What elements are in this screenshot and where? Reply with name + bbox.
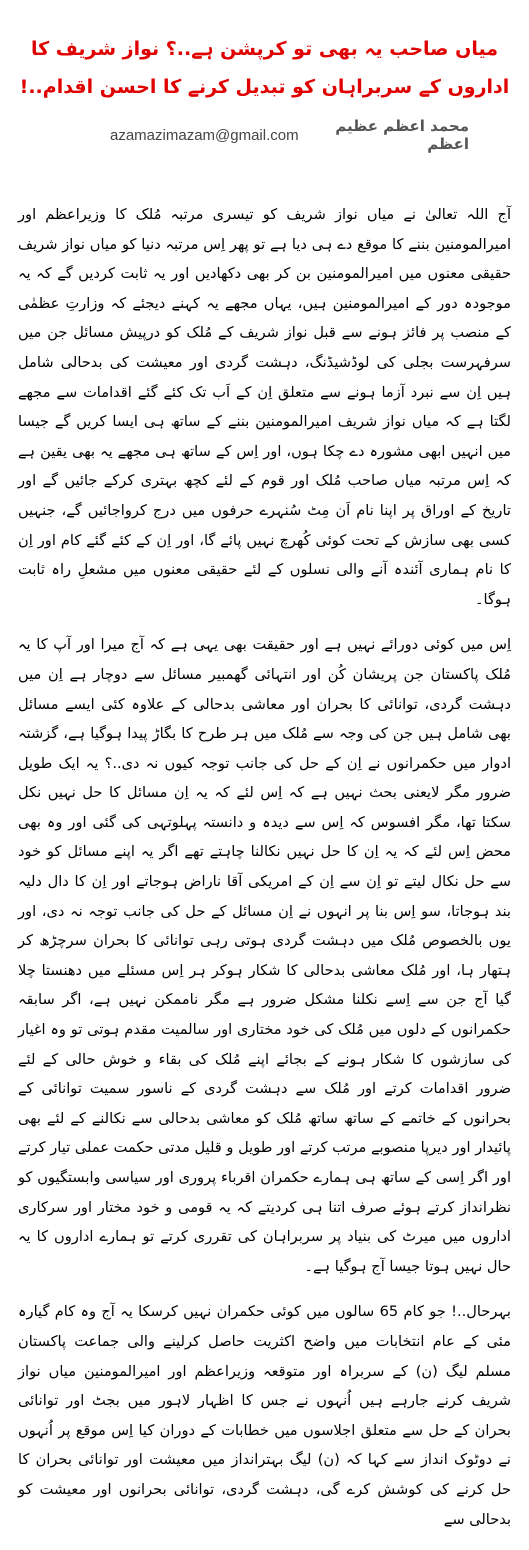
article-paragraph: بہرحال..! جو کام 65 سالوں میں کوئی حکمران نہیں کرسکا یہ آج وہ کام گیارہ مئی کے عام انتخابات میں واضح اکثریت حاصل کرلینے والی جماعت پاکستان مسلم لیگ (ن) کے سربراہ اور متوقعہ وزیراعظم اور امیرالمومنین میاں نواز شریف کرنے جارہے ہیں اُنہوں نے جس کا اظہار لاہور میں بجٹ اور توانائی بحران کے حل سے متعلق اجلاسوں میں خطابات کے دوران کیا اِس موقع پر اُنہوں نے دوٹوک انداز سے کہا کہ (ن) لیگ بہترانداز میں معیشت اور توانائی بحران کا حل کرنے کی کوشش کرے گی، دہشت گردی، توانائی بحرانوں اور معیشت کو بدحالی سے bbox=[18, 1303, 511, 1528]
article-paragraph: اِس میں کوئی دورائے نہیں ہے اور حقیقت بھی یہی ہے کہ آج میرا اور آپ کا یہ مُلک پاکستان جن پریشان کُن اور انتہائی گھمبیر مسائل سے دوچار ہے اِن میں دہشت گردی، توانائی کا بحران اور معاشی بدحالی کے علاوہ کئی ایسے مسائل بھی شامل ہیں جن کی وجہ سے مُلک میں ہر طرح کا بگاڑ پیدا ہوگیا ہے، گزشتہ ادوار میں حکمرانوں نے اِن کے حل کی جانب توجہ کیوں نہ دی..؟ یہ ایک طویل ضرور مگر لایعنی بحث نہیں ہے کہ اِس لئے کہ یہ اِن مسائل کا حل نہیں نکل سکتا تھا، مگر افسوس کہ اِس سے دیدہ و دانستہ پہلوتہی کی گئی اور وہ بھی محض اِس لئے کہ یہ اِن کا حل نہیں نکالنا چاہتے تھے اگر یہ اپنے مسائل کو خود سے حل نکال لیتے تو اِن سے اِن کے امریکی آقا ناراض ہوجاتے اور اِن کا دال دلیہ بند ہوجاتا، سو اِس بنا پر انہوں نے اِن مسائل کے حل کی جانب توجہ نہ دی، اور یوں بالخصوص مُلک میں دہشت گردی ہوتی رہی توانائی کا بحران سرچڑھ کر ہتھار ہا، اور مُلک معاشی بدحالی کا شکار ہوکر ہر اِس مسئلے میں دھنستا چلا گیا آج جن سے اِسے نکلنا مشکل ضرور ہے مگر ناممکن نہیں ہے، اگر سابقہ حکمرانوں کے دلوں میں مُلک کی خود مختاری اور سالمیت مقدم ہوتی تو وہ اغیار کی سازشوں کا شکار ہونے کے بجائے اپنے مُلک کی بقاء و خوش حالی کے لئے ضرور اقدامات کرتے اور مُلک سے دہشت گردی کے ناسور سمیت توانائی کے بحرانوں کے خاتمے کے ساتھ ساتھ مُلک کو معاشی بدحالی سے نکالنے کے لئے بھی پائیدار اور دیرپا منصوبے مرتب کرتے اور طویل و قلیل مدتی حکمت عملی تیار کرتے اور اگر اِسی کے ساتھ ہی ہمارے حکمران اقرباء پروری اور سیاسی وابستگیوں کو نظرانداز کرتے ہوئے صرف اتنا ہی کردیتے کہ یہ قومی و خود مختار اور سرکاری اداروں میں میرٹ کی بنیاد پر سربراہان کی تقرری کرتے تو ہمارے اداروں کا یہ حال نہیں ہوتا جیسا آج ہوگیا ہے۔ bbox=[18, 636, 511, 1275]
article-paragraph: آج اللہ تعالیٰ نے میاں نواز شریف کو تیسری مرتبہ مُلک کا وزیراعظم اور امیرالمومنین بننے کا موقع دے ہی دیا ہے تو پھر اِس مرتبہ دنیا کو میاں نواز شریف حقیقی معنوں میں امیرالمومنین بن کر بھی دکھادیں اور یہ ثابت کردیں گے کہ یہ موجودہ دور کے امیرالمومنین ہیں، یہاں مجھے یہ کہنے دیجئے کہ وزارتِ عظمٰی کے منصب پر فائز ہونے سے قبل نواز شریف کے مُلک کو درپیش مسائل جن میں سرفہرست بجلی کی لوڈشیڈنگ، دہشت گردی اور معیشت کی بدحالی شامل ہیں اِن سے نبرد آزما ہونے سے متعلق اِن کے اَب تک کئے گئے اقدامات سے مجھے لگتا ہے کہ میاں نواز شریف امیرالمومنین بننے کے ساتھ ہی ایسا کریں گے جیسا میں انہیں ابھی مشورہ دے چکا ہوں، اور اِس کے ساتھ ہی مجھے یہ بھی یقین ہے کہ اِس مرتبہ میاں صاحب مُلک اور قوم کے لئے کچھ بہتری کرکے جائیں گے اور تاریخ کے اوراق پر اپنا نام اَن مِٹ سُنہرے حرفوں میں درج کرواجائیں گے، جنہیں کسی بھی سازش کے تحت کوئی کُھرچ نہیں پائے گا، اور اِن کے کئے گئے کام اور اِن کا نام ہماری آئندہ آنے والی نسلوں کے لئے حقیقی معنوں میں مشعلِ راہ ثابت ہوگا۔ bbox=[18, 206, 511, 608]
article-body bbox=[18, 200, 511, 1550]
byline bbox=[110, 117, 469, 153]
author-name: محمد اعظم عظیم اعظم bbox=[335, 117, 469, 153]
article-title: میاں صاحب یہ بھی تو کرپشن ہے..؟ نواز شریف کا اداروں کے سربراہان کو تبدیل کرنے کا احسن اقدام..! bbox=[19, 38, 510, 98]
author-email[interactable]: azamazimazam@gmail.com bbox=[110, 126, 299, 144]
